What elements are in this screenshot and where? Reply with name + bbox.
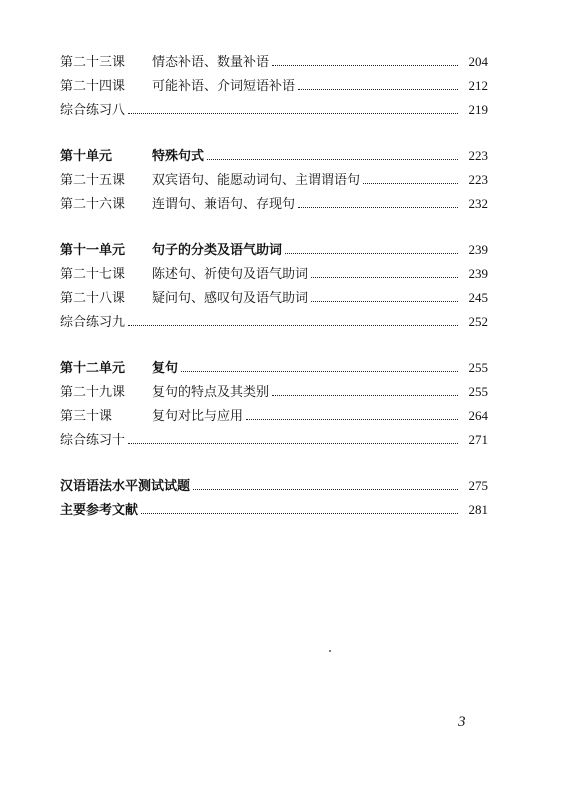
entry-label: 综合练习九 xyxy=(60,315,126,330)
toc-group xyxy=(60,474,488,522)
toc-unit-entry[interactable] xyxy=(60,356,488,380)
entry-label: 综合练习八 xyxy=(60,103,126,118)
table-of-contents xyxy=(60,50,488,544)
dot-leader xyxy=(207,159,458,160)
entry-title: 复句对比与应用 xyxy=(152,409,244,424)
page-number: 239 xyxy=(468,266,488,281)
dot-leader xyxy=(272,395,458,396)
entry-label: 第二十六课 xyxy=(60,197,126,212)
toc-entry[interactable] xyxy=(60,286,488,310)
toc-entry[interactable] xyxy=(60,192,488,216)
dot-leader xyxy=(141,513,458,514)
entry-label: 第二十八课 xyxy=(60,291,126,306)
page-number: 281 xyxy=(468,502,488,517)
toc-entry[interactable] xyxy=(60,262,488,286)
entry-label: 第三十课 xyxy=(60,409,113,424)
entry-title: 可能补语、介词短语补语 xyxy=(152,79,296,94)
toc-group xyxy=(60,50,488,122)
entry-label: 主要参考文献 xyxy=(60,503,139,518)
dot-leader xyxy=(181,371,458,372)
page-number: 223 xyxy=(468,148,488,163)
page-number: 255 xyxy=(468,360,488,375)
page-number: 245 xyxy=(468,290,488,305)
entry-label: 第二十七课 xyxy=(60,267,126,282)
page-number: 219 xyxy=(468,102,488,117)
toc-group xyxy=(60,356,488,452)
dot-leader xyxy=(298,207,458,208)
dot-leader xyxy=(298,89,458,90)
entry-title: 情态补语、数量补语 xyxy=(152,55,270,70)
dot-leader xyxy=(128,113,458,114)
entry-label: 第二十五课 xyxy=(60,173,126,188)
toc-entry[interactable] xyxy=(60,50,488,74)
toc-entry[interactable] xyxy=(60,310,488,334)
toc-group xyxy=(60,144,488,216)
toc-entry[interactable] xyxy=(60,404,488,428)
page-number: 204 xyxy=(468,54,488,69)
toc-unit-entry[interactable] xyxy=(60,238,488,262)
entry-title: 连谓句、兼语句、存现句 xyxy=(152,197,296,212)
page-number: 275 xyxy=(468,478,488,493)
toc-entry[interactable] xyxy=(60,74,488,98)
unit-title: 特殊句式 xyxy=(152,149,205,164)
dot-leader xyxy=(128,325,458,326)
entry-title: 陈述句、祈使句及语气助词 xyxy=(152,267,309,282)
toc-entry[interactable] xyxy=(60,168,488,192)
folio-page-number: 3 xyxy=(458,714,466,730)
entry-label: 第二十九课 xyxy=(60,385,126,400)
dot-leader xyxy=(246,419,458,420)
toc-entry[interactable] xyxy=(60,428,488,452)
dot-leader xyxy=(272,65,458,66)
unit-title: 句子的分类及语气助词 xyxy=(152,243,283,258)
toc-entry-test[interactable] xyxy=(60,474,488,498)
entry-title: 复句的特点及其类别 xyxy=(152,385,270,400)
entry-title: 双宾语句、能愿动词句、主谓谓语句 xyxy=(152,173,361,188)
dot-leader xyxy=(311,301,458,302)
page-number: 264 xyxy=(468,408,488,423)
scan-speck xyxy=(329,650,331,652)
toc-group xyxy=(60,238,488,334)
page-number: 271 xyxy=(468,432,488,447)
unit-label: 第十二单元 xyxy=(60,361,126,376)
dot-leader xyxy=(193,489,458,490)
entry-label: 汉语语法水平测试试题 xyxy=(60,479,191,494)
unit-title: 复句 xyxy=(152,361,179,376)
unit-label: 第十单元 xyxy=(60,149,113,164)
page-number: 212 xyxy=(468,78,488,93)
toc-entry[interactable] xyxy=(60,380,488,404)
toc-unit-entry[interactable] xyxy=(60,144,488,168)
toc-entry[interactable] xyxy=(60,98,488,122)
toc-entry-references[interactable] xyxy=(60,498,488,522)
entry-label: 综合练习十 xyxy=(60,433,126,448)
entry-label: 第二十四课 xyxy=(60,79,126,94)
entry-label: 第二十三课 xyxy=(60,55,126,70)
dot-leader xyxy=(311,277,458,278)
entry-title: 疑问句、感叹句及语气助词 xyxy=(152,291,309,306)
dot-leader xyxy=(128,443,458,444)
page-number: 239 xyxy=(468,242,488,257)
unit-label: 第十一单元 xyxy=(60,243,126,258)
page-number: 223 xyxy=(468,172,488,187)
page-number: 232 xyxy=(468,196,488,211)
page-number: 252 xyxy=(468,314,488,329)
dot-leader xyxy=(285,253,458,254)
page-number: 255 xyxy=(468,384,488,399)
dot-leader xyxy=(363,183,458,184)
